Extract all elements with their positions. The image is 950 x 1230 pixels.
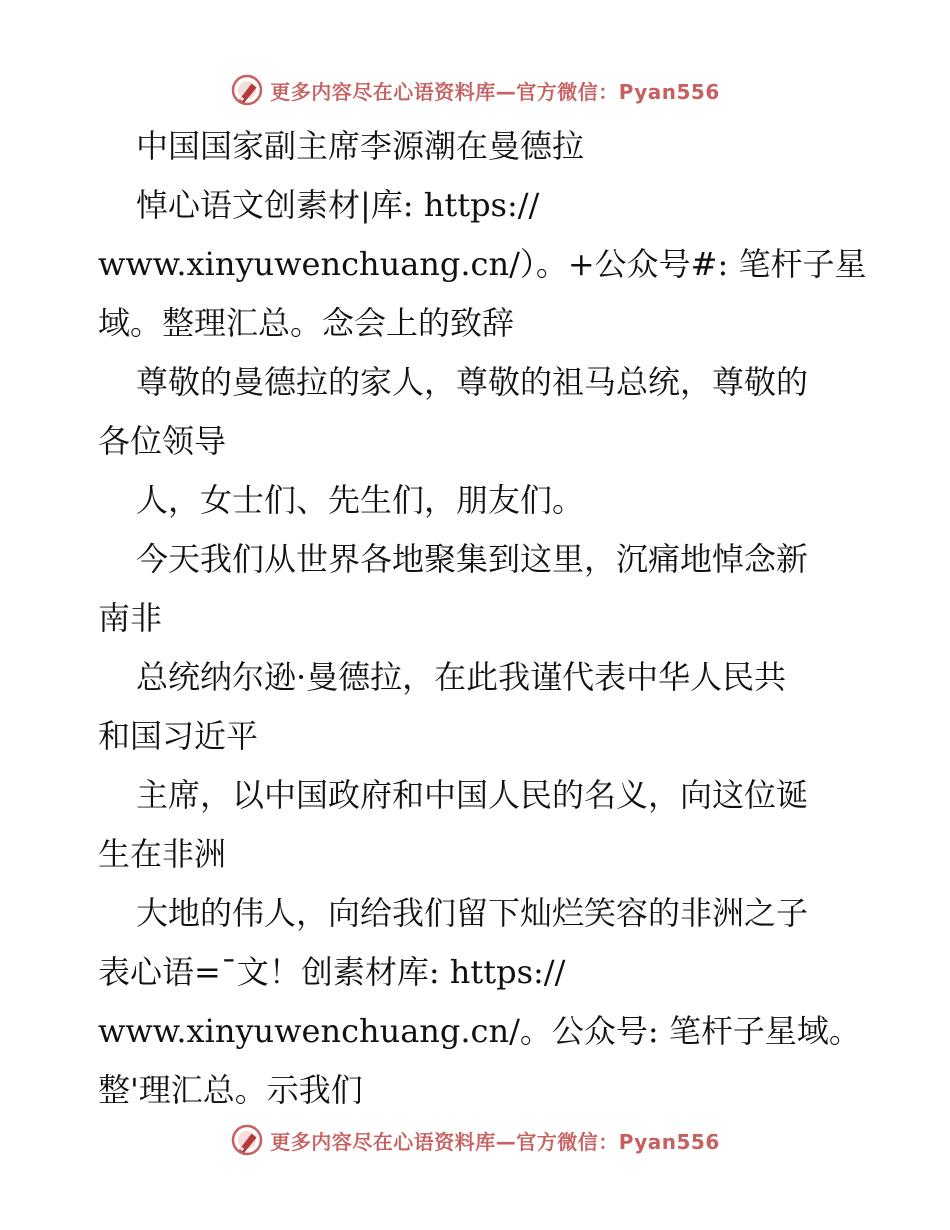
body-line-2: 悼心语文创素材|库: https:// xyxy=(136,186,540,224)
footer-banner xyxy=(0,1120,950,1160)
body-line-4: 域。整理汇总。念会上的致辞 xyxy=(98,304,515,342)
body-line-5: 尊敬的曼德拉的家人，尊敬的祖马总统，尊敬的 xyxy=(136,363,809,401)
header-banner-text: 更多内容尽在心语资料库—官方微信：Pyan556 xyxy=(270,79,720,104)
body-line-9: 南非 xyxy=(98,599,163,637)
body-line-14: 大地的伟人，向给我们留下灿烂笑容的非洲之子 xyxy=(136,894,809,932)
body-line-12: 主席，以中国政府和中国人民的名义，向这位诞 xyxy=(136,776,809,814)
header-banner xyxy=(0,70,950,110)
body-line-3: www.xinyuwenchuang.cn/）。+公众号#: 笔杆子星 xyxy=(98,245,867,283)
body-line-13: 生在非洲 xyxy=(98,835,227,873)
body-line-15: 表心语=¯文！创素材库: https:// xyxy=(98,953,566,991)
pen-nib-circle-icon xyxy=(230,73,264,107)
body-line-7: 人，女士们、先生们，朋友们。 xyxy=(136,481,585,519)
body-line-10: 总统纳尔逊·曼德拉，在此我谨代表中华人民共 xyxy=(136,658,787,696)
footer-banner-text: 更多内容尽在心语资料库—官方微信：Pyan556 xyxy=(270,1129,720,1154)
body-line-6: 各位领导 xyxy=(98,422,227,460)
body-line-1: 中国国家副主席李源潮在曼德拉 xyxy=(136,127,585,165)
body-line-11: 和国习近平 xyxy=(98,717,259,755)
pen-nib-circle-icon xyxy=(230,1123,264,1157)
body-line-17: 整'理汇总。示我们 xyxy=(98,1071,363,1109)
body-line-16: www.xinyuwenchuang.cn/。公众号: 笔杆子星域。 xyxy=(98,1012,861,1050)
body-line-8: 今天我们从世界各地聚集到这里，沉痛地悼念新 xyxy=(136,540,809,578)
document-body xyxy=(98,117,867,1120)
